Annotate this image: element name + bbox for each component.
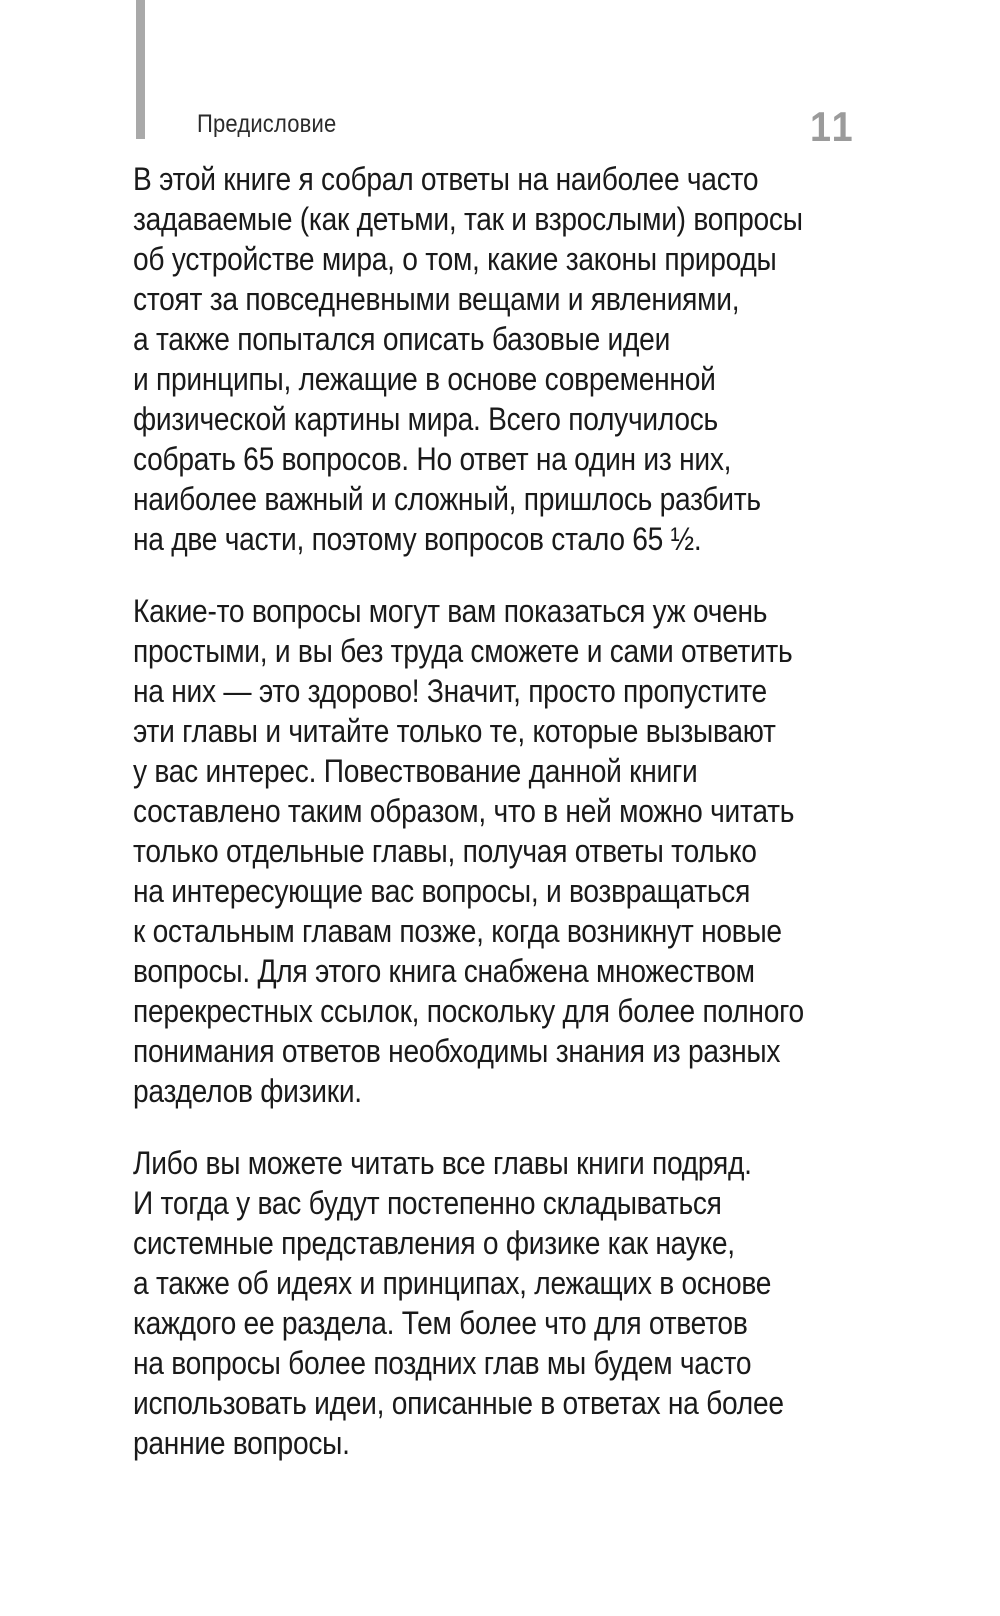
body-text (133, 159, 804, 1495)
text-line: В этой книге я собрал ответы на наиболее часто (133, 161, 759, 197)
text-line: к остальным главам позже, когда возникнут новые (133, 913, 782, 949)
paragraph (133, 1143, 804, 1463)
text-line: разделов физики. (133, 1073, 362, 1109)
text-line: использовать идеи, описанные в ответах на более (133, 1385, 784, 1421)
text-line: на две части, поэтому вопросов стало 65 ½. (133, 521, 702, 557)
page-number: 11 (810, 103, 856, 150)
text-line: вопросы. Для этого книга снабжена множеством (133, 953, 755, 989)
margin-bar (136, 0, 145, 139)
text-line: наиболее важный и сложный, пришлось разбить (133, 481, 761, 517)
paragraph (133, 591, 804, 1111)
section-title: Предисловие (197, 110, 337, 138)
text-line: собрать 65 вопросов. Но ответ на один из них, (133, 441, 732, 477)
text-line: на вопросы более поздних глав мы будем часто (133, 1345, 752, 1381)
text-line: и принципы, лежащие в основе современной (133, 361, 716, 397)
text-line: у вас интерес. Повествование данной книги (133, 753, 698, 789)
text-line: Либо вы можете читать все главы книги подряд. (133, 1145, 752, 1181)
text-line: каждого ее раздела. Тем более что для ответов (133, 1305, 748, 1341)
text-line: системные представления о физике как науке, (133, 1225, 735, 1261)
text-line: понимания ответов необходимы знания из разных (133, 1033, 781, 1069)
text-line: об устройстве мира, о том, какие законы природы (133, 241, 777, 277)
text-line: на интересующие вас вопросы, и возвращаться (133, 873, 751, 909)
text-line: а также попытался описать базовые идеи (133, 321, 671, 357)
paragraph (133, 159, 804, 559)
text-line: стоят за повседневными вещами и явлениями, (133, 281, 740, 317)
text-line: физической картины мира. Всего получилось (133, 401, 718, 437)
text-line: И тогда у вас будут постепенно складываться (133, 1185, 722, 1221)
text-line: Какие-то вопросы могут вам показаться уж очень (133, 593, 768, 629)
text-line: эти главы и читайте только те, которые вызывают (133, 713, 776, 749)
text-line: перекрестных ссылок, поскольку для более полного (133, 993, 804, 1029)
text-line: ранние вопросы. (133, 1425, 350, 1461)
text-line: а также об идеях и принципах, лежащих в основе (133, 1265, 772, 1301)
text-line: на них — это здорово! Значит, просто пропустите (133, 673, 767, 709)
text-line: задаваемые (как детьми, так и взрослыми) вопросы (133, 201, 803, 237)
text-line: простыми, и вы без труда сможете и сами ответить (133, 633, 793, 669)
text-line: составлено таким образом, что в ней можно читать (133, 793, 795, 829)
text-line: только отдельные главы, получая ответы только (133, 833, 757, 869)
